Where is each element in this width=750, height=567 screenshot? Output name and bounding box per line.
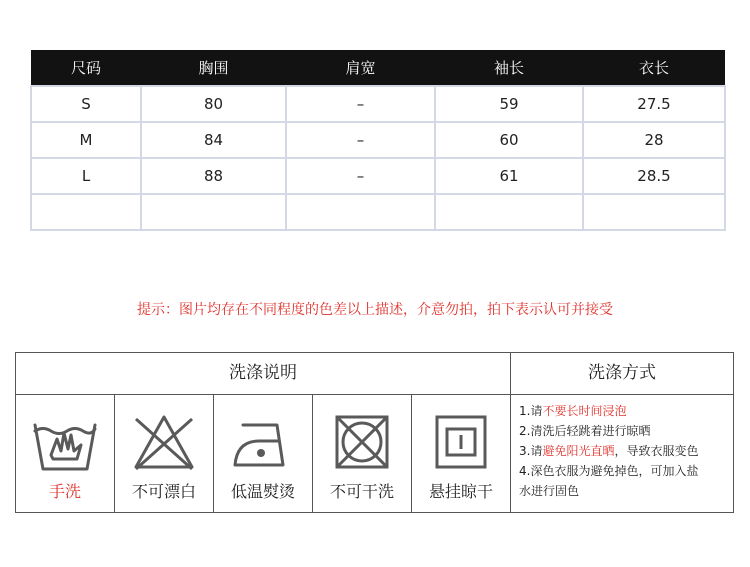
header-bust: 胸围 [141, 50, 286, 86]
size-table [30, 50, 726, 231]
care-item-hand-wash [16, 395, 115, 512]
no-dry-clean-icon [328, 411, 396, 473]
table-cell: 59 [435, 86, 583, 122]
table-cell: – [286, 86, 435, 122]
table-row [31, 122, 725, 158]
low-iron-icon [229, 411, 297, 473]
table-cell: 28 [583, 122, 725, 158]
table-cell: – [286, 122, 435, 158]
care-label: 不可漂白 [131, 482, 196, 501]
list-item: 1.请不要长时间浸泡 [519, 404, 627, 418]
care-item-low-iron [214, 395, 313, 512]
color-difference-notice: 提示：图片均存在不同程度的色差以上描述，介意勿拍，拍下表示认可并接受 [137, 302, 613, 318]
care-item-no-dry-clean [313, 395, 412, 512]
care-label: 手洗 [48, 482, 81, 501]
care-instructions-title: 洗涤说明 [16, 353, 511, 394]
header-shoulder: 肩宽 [286, 50, 435, 86]
table-cell [435, 194, 583, 230]
table-cell [286, 194, 435, 230]
header-sleeve: 袖长 [435, 50, 583, 86]
table-cell: M [31, 122, 141, 158]
table-cell: S [31, 86, 141, 122]
wash-method-list [511, 395, 733, 512]
no-bleach-icon [130, 411, 198, 473]
table-cell: 60 [435, 122, 583, 158]
table-cell: L [31, 158, 141, 194]
table-cell: 84 [141, 122, 286, 158]
table-cell: 80 [141, 86, 286, 122]
care-table-header [16, 353, 733, 395]
care-item-no-bleach [115, 395, 214, 512]
hand-wash-icon [31, 411, 99, 473]
care-item-hang-dry [412, 395, 511, 512]
table-cell [31, 194, 141, 230]
list-item: 2.清洗后轻跳着进行晾晒 [519, 424, 651, 438]
care-label: 悬挂晾干 [428, 482, 493, 501]
table-cell: – [286, 158, 435, 194]
list-item: 4.深色衣服为避免掉色，可加入盐 [519, 464, 699, 478]
size-table-header [31, 50, 725, 86]
care-icons-row [16, 395, 511, 512]
header-length: 衣长 [583, 50, 725, 86]
table-row [31, 158, 725, 194]
care-label: 不可干洗 [329, 482, 394, 501]
header-size: 尺码 [31, 50, 141, 86]
hang-dry-icon [427, 411, 495, 473]
table-cell [583, 194, 725, 230]
list-item: 3.请避免阳光直晒，导致衣服变色 [519, 444, 699, 458]
table-cell: 28.5 [583, 158, 725, 194]
table-cell: 88 [141, 158, 286, 194]
table-row [31, 194, 725, 230]
table-row [31, 86, 725, 122]
table-cell: 61 [435, 158, 583, 194]
care-label: 低温熨烫 [230, 482, 295, 501]
wash-method-title: 洗涤方式 [588, 363, 656, 383]
list-item: 水进行固色 [519, 484, 580, 498]
care-table [15, 352, 734, 513]
table-cell: 27.5 [583, 86, 725, 122]
table-cell [141, 194, 286, 230]
